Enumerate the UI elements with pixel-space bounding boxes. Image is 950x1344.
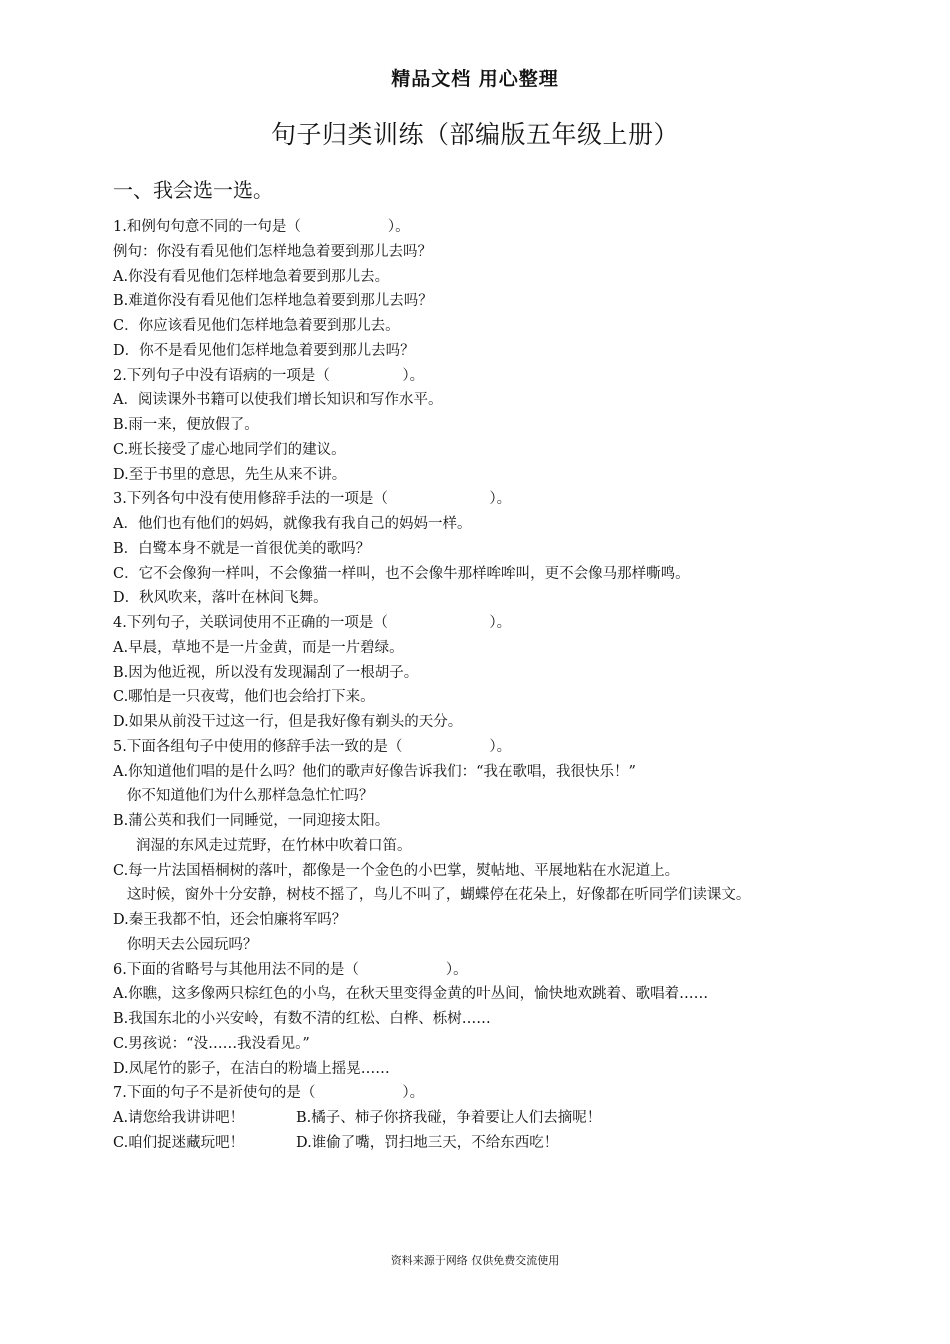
text-line: 5.下面各组句子中使用的修辞手法一致的是（ ）。: [113, 738, 512, 755]
q7-option-c: C.咱们捉迷藏玩吧！: [113, 1134, 245, 1151]
page-footer: 资料来源于网络 仅供免费交流使用: [390, 1254, 560, 1267]
text-line: 2.下列句子中没有语病的一项是（ ）。: [113, 367, 425, 384]
text-line: 4.下列句子，关联词使用不正确的一项是（ ）。: [113, 615, 512, 631]
text-line: B.因为他近视，所以没有发现漏刮了一根胡子。: [113, 664, 419, 681]
text-line: C.班长接受了虚心地同学们的建议。: [113, 441, 346, 458]
q7-option-b: B.橘子、柿子你挤我碰，争着要让人们去摘呢！: [296, 1110, 602, 1126]
q7-option-a: A.请您给我讲讲吧！: [113, 1110, 245, 1126]
text-line: 你明天去公园玩吗？: [113, 936, 258, 953]
question-body: [113, 215, 873, 1156]
q7-options-row-2: [113, 1131, 873, 1156]
text-line: 例句：你没有看见他们怎样地急着要到那儿去吗？: [113, 243, 432, 260]
text-line: D.至于书里的意思，先生从来不讲。: [113, 466, 347, 483]
text-line: 7.下面的句子不是祈使句的是（ ）。: [113, 1085, 425, 1102]
text-line: A.你知道他们唱的是什么吗？他们的歌声好像告诉我们：“我在歌唱，我很快乐！”: [113, 763, 636, 780]
page-header: 精品文档 用心整理: [391, 68, 559, 90]
text-line: 3.下列各句中没有使用修辞手法的一项是（ ）。: [113, 491, 512, 508]
text-line: C．它不会像狗一样叫，不会像猫一样叫，也不会像牛那样哞哞叫，更不会像马那样嘶鸣。: [113, 565, 690, 582]
text-line: D．你不是看见他们怎样地急着要到那儿去吗？: [113, 342, 415, 359]
q7-options-row-1: [113, 1106, 873, 1131]
text-line: 润湿的东风走过荒野，在竹林中吹着口笛。: [113, 837, 412, 854]
text-line: C．你应该看见他们怎样地急着要到那儿去。: [113, 318, 400, 334]
text-line: C.男孩说：“没……我没看见。”: [113, 1035, 310, 1052]
text-line: D.秦王我都不怕，还会怕廉将军吗？: [113, 912, 347, 928]
text-line: B.难道你没有看见他们怎样地急着要到那儿去吗？: [113, 293, 433, 310]
text-line: B.我国东北的小兴安岭，有数不清的红松、白桦、栎树……: [113, 1011, 491, 1027]
text-line: A.你瞧，这多像两只棕红色的小鸟，在秋天里变得金黄的叶丛间，愉快地欢跳着、歌唱着……: [113, 986, 709, 1003]
text-line: 6.下面的省略号与其他用法不同的是（ ）。: [113, 961, 468, 978]
text-line: 1.和例句句意不同的一句是（ ）。: [113, 219, 410, 235]
text-line: D.凤尾竹的影子，在洁白的粉墙上摇晃……: [113, 1060, 390, 1077]
text-line: 你不知道他们为什么那样急急忙忙吗？: [113, 788, 374, 805]
section-heading: 一、我会选一选。: [113, 178, 273, 202]
text-line: D．秋风吹来，落叶在林间飞舞。: [113, 590, 328, 607]
text-line: A．他们也有他们的妈妈，就像我有我自己的妈妈一样。: [113, 516, 472, 532]
text-line: B.蒲公英和我们一同睡觉，一同迎接太阳。: [113, 813, 390, 829]
text-line: B.雨一来，便放假了。: [113, 417, 259, 433]
text-line: A.你没有看见他们怎样地急着要到那儿去。: [113, 268, 390, 285]
text-line: C.哪怕是一只夜莺，他们也会给打下来。: [113, 689, 375, 706]
text-line: C.每一片法国梧桐树的落叶，都像是一个金色的小巴掌，熨帖地、平展地粘在水泥道上。: [113, 862, 680, 879]
q7-option-d: D.谁偷了嘴，罚扫地三天，不给东西吃！: [296, 1134, 559, 1151]
text-line: D.如果从前没干过这一行，但是我好像有剃头的天分。: [113, 714, 463, 730]
page-title: 句子归类训练（部编版五年级上册）: [270, 120, 679, 149]
text-line: B．白鹭本身不就是一首很优美的歌吗？: [113, 540, 371, 557]
text-line: A．阅读课外书籍可以使我们增长知识和写作水平。: [113, 392, 443, 409]
text-line: A.早晨，草地不是一片金黄，而是一片碧绿。: [113, 639, 404, 656]
text-line: 这时候，窗外十分安静，树枝不摇了，鸟儿不叫了，蝴蝶停在花朵上，好像都在听同学们读课文。: [113, 887, 751, 904]
